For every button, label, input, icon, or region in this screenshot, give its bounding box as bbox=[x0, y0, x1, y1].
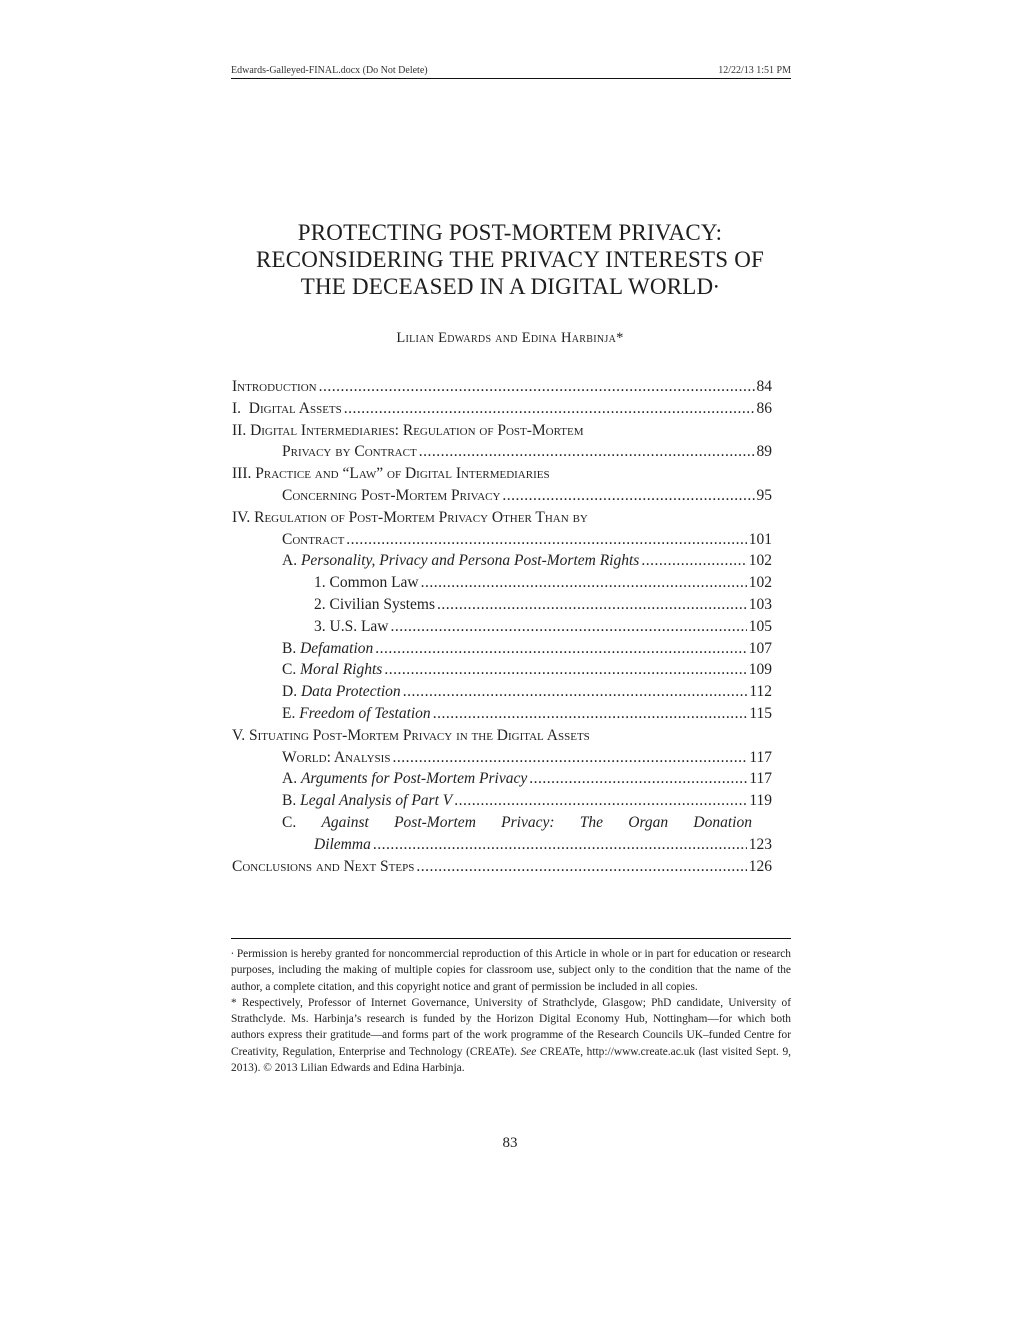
title-line-3 bbox=[200, 273, 820, 300]
toc-word: Donation bbox=[693, 813, 752, 831]
toc-leader bbox=[390, 616, 746, 638]
toc-label: Concerning Post-Mortem Privacy bbox=[282, 486, 501, 504]
table-of-contents bbox=[232, 376, 772, 877]
toc-entry-part-2-line-2 bbox=[232, 441, 772, 463]
toc-leader bbox=[421, 572, 747, 594]
toc-page: 117 bbox=[749, 748, 772, 766]
toc-entry-part-4-line-2 bbox=[232, 529, 772, 551]
title-line-3-text: THE DECEASED IN A DIGITAL WORLD bbox=[300, 274, 714, 299]
title-line-2: RECONSIDERING THE PRIVACY INTERESTS OF bbox=[255, 247, 765, 272]
toc-entry-part-4-d bbox=[232, 681, 772, 703]
toc-entry-part-4-c bbox=[232, 659, 772, 681]
footnote-see-signal: See bbox=[520, 1045, 537, 1058]
toc-page: 123 bbox=[748, 835, 772, 853]
toc-leader bbox=[392, 747, 747, 769]
toc-entry-part-5-line-2 bbox=[232, 747, 772, 769]
toc-entry-part-5-c-line-1 bbox=[232, 812, 752, 834]
toc-leader bbox=[641, 550, 746, 572]
toc-entry-part-4-b bbox=[232, 638, 772, 660]
toc-leader bbox=[502, 485, 754, 507]
toc-word: The bbox=[579, 813, 603, 831]
toc-entry-part-5-c-line-2 bbox=[232, 834, 772, 856]
toc-entry-part-4-a bbox=[232, 550, 772, 572]
toc-entry-part-4-a-1 bbox=[232, 572, 772, 594]
toc-label: Defamation bbox=[300, 639, 374, 657]
header-timestamp: 12/22/13 1:51 PM bbox=[718, 65, 791, 76]
toc-leader bbox=[416, 856, 746, 878]
toc-label: Arguments for Post-Mortem Privacy bbox=[300, 770, 528, 788]
toc-label: Contract bbox=[282, 530, 345, 548]
toc-label: Freedom of Testation bbox=[299, 704, 431, 722]
toc-letter: E. bbox=[282, 704, 296, 722]
toc-page: 103 bbox=[748, 595, 772, 613]
toc-entry-part-1 bbox=[232, 398, 772, 420]
toc-leader bbox=[373, 834, 747, 856]
toc-word: Against bbox=[321, 813, 369, 831]
footnote-authors-citation: CREATe, http://www.create.ac.uk (last visited Sept. 9, 2013). © 2013 Lilian Edwards and Edina Harbinja. bbox=[231, 1045, 791, 1075]
header-filename: Edwards-Galleyed-FINAL.docx (Do Not Delete) bbox=[231, 65, 428, 76]
toc-label: Data Protection bbox=[300, 683, 401, 701]
toc-page: 102 bbox=[748, 574, 772, 592]
toc-label: Conclusions and Next Steps bbox=[232, 857, 415, 875]
toc-page: 112 bbox=[749, 683, 772, 701]
toc-leader bbox=[437, 594, 747, 616]
toc-leader bbox=[403, 681, 748, 703]
toc-entry-part-3-line-2 bbox=[232, 485, 772, 507]
footnote-divider bbox=[231, 938, 791, 939]
toc-label: Introduction bbox=[232, 378, 317, 395]
toc-entry-introduction bbox=[232, 376, 772, 398]
toc-page: 102 bbox=[748, 552, 772, 570]
toc-page: 115 bbox=[749, 704, 772, 722]
toc-label: Digital Assets bbox=[248, 399, 342, 417]
toc-leader bbox=[344, 398, 755, 420]
footnotes bbox=[231, 946, 791, 1076]
toc-page: 89 bbox=[756, 443, 772, 461]
footnote-authors-text: * Respectively, Professor of Internet Governance, University of Strathclyde, Glasgow; PhD candidate, University of Strathclyde. Ms. Harbinja’s research is funded by the Horizon Digital Economy Hub, Nottingham—for which both authors express their gratitude—and forms part of the work programme of the Research Councils UK–funded Centre for Creativity, Regulation, Enterprise and Technology (CREATe). bbox=[231, 996, 791, 1058]
toc-leader bbox=[529, 768, 747, 790]
toc-page: 109 bbox=[748, 661, 772, 679]
toc-entry-part-4-line-1: IV. Regulation of Post-Mortem Privacy Other Than by bbox=[232, 508, 588, 526]
toc-entry-part-4-a-2 bbox=[232, 594, 772, 616]
toc-page: 119 bbox=[749, 792, 772, 810]
toc-leader bbox=[419, 441, 755, 463]
title-line-1: PROTECTING POST-MORTEM PRIVACY: bbox=[297, 220, 723, 245]
toc-page: 107 bbox=[748, 639, 772, 657]
toc-letter: A. bbox=[282, 770, 298, 788]
toc-label: Legal Analysis of Part V bbox=[300, 792, 453, 810]
toc-page: 84 bbox=[756, 378, 772, 395]
toc-label: Privacy by Contract bbox=[282, 443, 417, 461]
page-number: 83 bbox=[502, 1135, 518, 1151]
toc-entry-conclusions bbox=[232, 856, 772, 878]
toc-label: Personality, Privacy and Persona Post-Mortem Rights bbox=[300, 552, 640, 570]
footnote-permission: ∙ Permission is hereby granted for noncommercial reproduction of this Article in whole or in part for education or research purposes, including the making of multiple copies for classroom use, subject only to the condition that the name of the author, a complete citation, and this copyright notice and grant of permission be included in all copies. bbox=[231, 948, 791, 993]
toc-leader bbox=[384, 659, 746, 681]
toc-leader bbox=[346, 529, 746, 551]
toc-leader bbox=[319, 376, 755, 398]
toc-entry-part-3-line-1: III. Practice and “Law” of Digital Intermediaries bbox=[232, 465, 550, 483]
toc-label: Dilemma bbox=[314, 835, 371, 853]
toc-page: 105 bbox=[748, 617, 772, 635]
toc-page: 101 bbox=[748, 530, 772, 548]
toc-number: I. bbox=[232, 399, 242, 417]
toc-label: 3. U.S. Law bbox=[314, 617, 389, 635]
toc-page: 126 bbox=[748, 857, 772, 875]
toc-word: Privacy: bbox=[501, 813, 555, 831]
author-line: Lilian Edwards and Edina Harbinja* bbox=[396, 330, 624, 346]
toc-page: 117 bbox=[749, 770, 772, 788]
toc-leader bbox=[375, 638, 746, 660]
toc-label: Moral Rights bbox=[300, 661, 383, 679]
toc-entry-part-2-line-1: II. Digital Intermediaries: Regulation of Post-Mortem bbox=[232, 421, 584, 439]
toc-entry-part-4-a-3 bbox=[232, 616, 772, 638]
toc-entry-part-5-b bbox=[232, 790, 772, 812]
toc-label: World: Analysis bbox=[282, 748, 391, 766]
toc-entry-part-4-e bbox=[232, 703, 772, 725]
footnote-authors bbox=[231, 995, 791, 1076]
toc-word: Post-Mortem bbox=[394, 813, 476, 831]
running-header bbox=[231, 64, 791, 79]
toc-word: Organ bbox=[628, 813, 669, 831]
toc-label: 1. Common Law bbox=[314, 574, 419, 592]
title-footnote-mark: ∙ bbox=[713, 274, 720, 299]
toc-entry-part-5-a bbox=[232, 768, 772, 790]
toc-leader bbox=[433, 703, 748, 725]
toc-page: 95 bbox=[756, 486, 772, 504]
toc-letter: C. bbox=[282, 661, 297, 679]
article-title bbox=[200, 219, 820, 300]
toc-page: 86 bbox=[756, 399, 772, 417]
toc-letter: C. bbox=[282, 813, 297, 831]
toc-label: 2. Civilian Systems bbox=[314, 595, 435, 613]
toc-letter: D. bbox=[282, 683, 298, 701]
toc-letter: B. bbox=[282, 792, 297, 810]
toc-leader bbox=[454, 790, 747, 812]
toc-letter: B. bbox=[282, 639, 297, 657]
toc-entry-part-5-line-1: V. Situating Post-Mortem Privacy in the Digital Assets bbox=[232, 726, 590, 744]
toc-letter: A. bbox=[282, 552, 298, 570]
